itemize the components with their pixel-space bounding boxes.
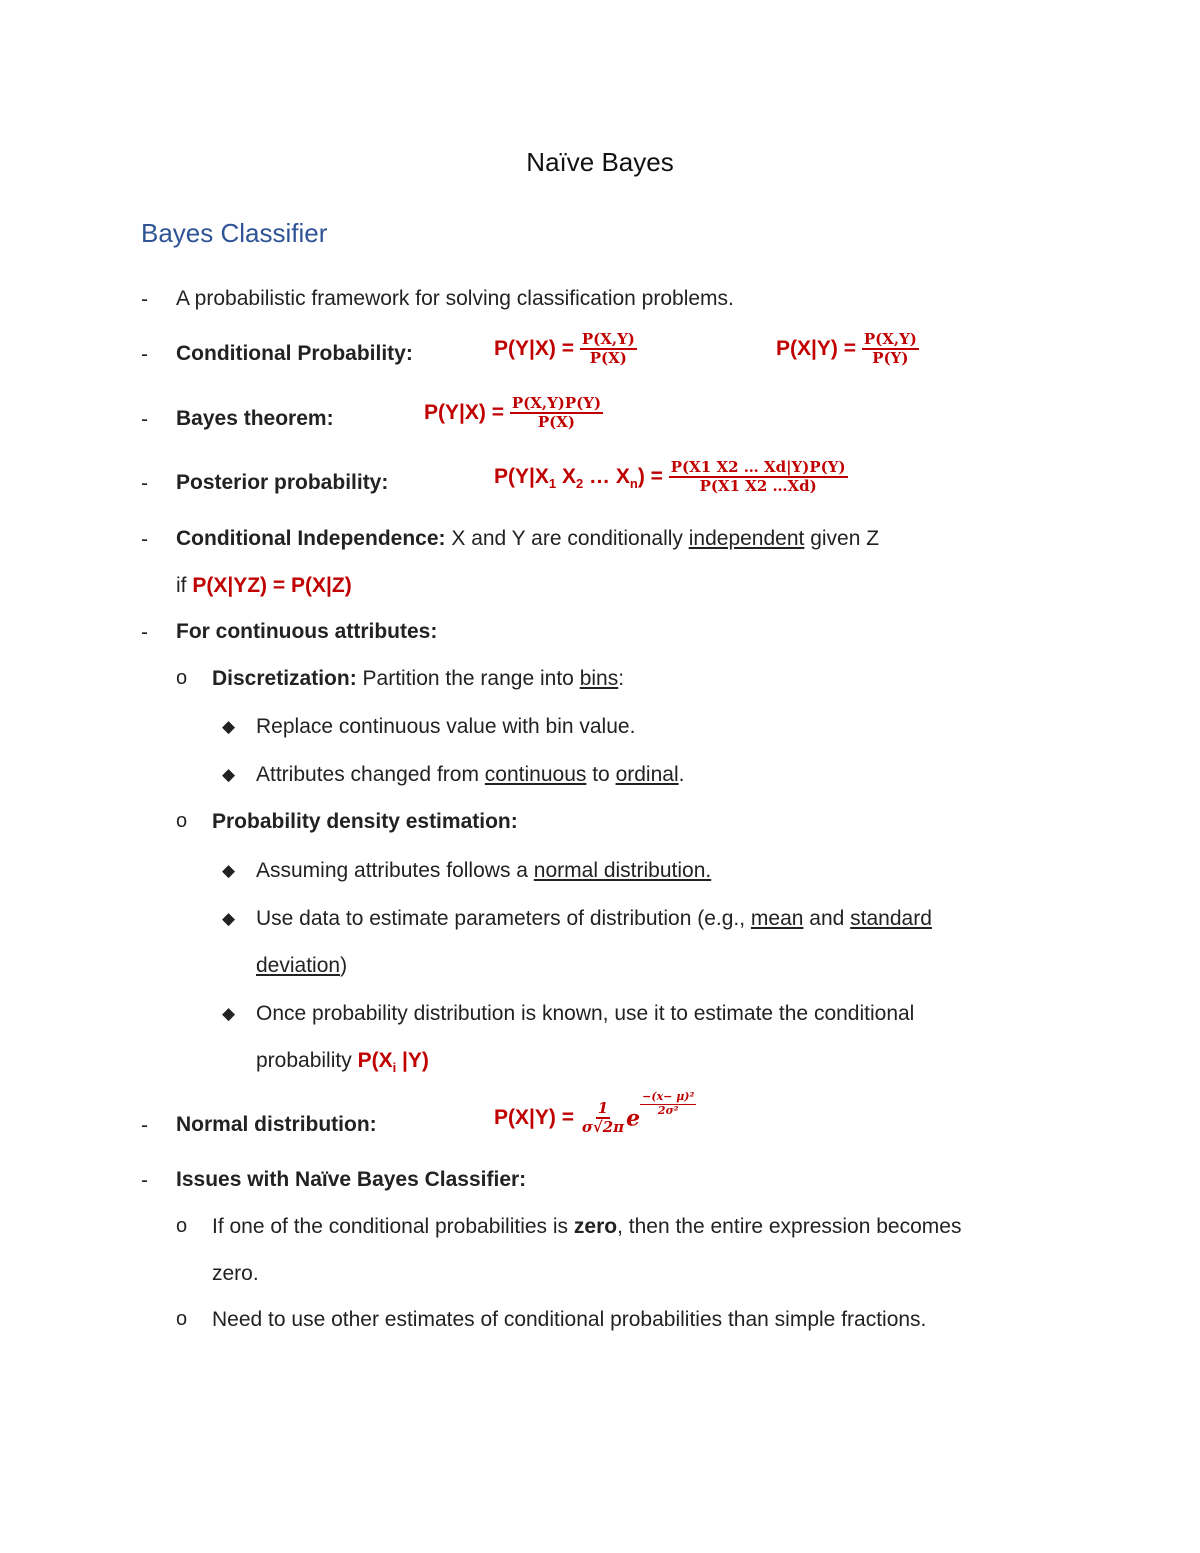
lhs-part: … X: [583, 464, 630, 488]
dash-bullet: -: [141, 621, 148, 644]
cond-prob-formula-2: [776, 331, 919, 368]
text: .: [678, 763, 685, 786]
text: X and Y are conditionally: [445, 527, 689, 550]
text: Assuming attributes follows a: [256, 859, 534, 882]
formula-lhs: P(Y|X) =: [494, 336, 574, 360]
underlined-text: mean: [750, 907, 804, 930]
diamond-bullet: ◆: [222, 717, 236, 736]
cond-prob-formula-1: [494, 331, 637, 368]
formula-part: |Y): [396, 1049, 429, 1072]
bayes-label: Bayes theorem:: [176, 407, 334, 430]
circle-bullet: o: [176, 1308, 188, 1330]
circle-bullet: o: [176, 1215, 188, 1237]
text: If one of the conditional probabilities is: [212, 1215, 574, 1238]
underlined-text: continuous: [484, 763, 587, 786]
dash-bullet: -: [141, 343, 148, 366]
fraction: [510, 395, 603, 432]
bayes-formula: [424, 395, 603, 432]
fraction-numerator: P(X1 X2 … Xd|Y)P(Y): [669, 459, 848, 478]
text: given Z: [804, 527, 880, 550]
fraction-numerator: P(X,Y): [580, 331, 637, 350]
underlined-text: normal distribution.: [533, 859, 712, 882]
fraction: [580, 1100, 626, 1137]
dash-bullet: -: [141, 528, 148, 551]
fraction-denominator: σ√2π: [581, 1118, 625, 1137]
text: ): [340, 954, 348, 977]
posterior-formula: [494, 459, 848, 496]
fraction-denominator: P(X1 X2 …Xd): [699, 477, 817, 496]
formula-lhs: P(Y|X) =: [424, 400, 504, 424]
density-item-3: Once probability distribution is known, use it to estimate the conditional: [256, 1002, 915, 1025]
density-item-2-cont: [256, 954, 347, 978]
text: to: [586, 763, 616, 786]
exponent-denominator: 2σ²: [657, 1103, 679, 1117]
normal-formula: [494, 1090, 696, 1137]
text: Partition the range into: [356, 667, 580, 690]
cond-indep-condition: [176, 574, 352, 598]
exp-base: e: [626, 1105, 641, 1132]
text: if: [176, 574, 193, 597]
diamond-bullet: ◆: [222, 1004, 236, 1023]
fraction: [862, 331, 919, 368]
diamond-bullet: ◆: [222, 861, 236, 880]
cond-prob-label: Conditional Probability:: [176, 342, 413, 365]
lhs-part: X: [556, 464, 576, 488]
discretization-line: [212, 667, 624, 691]
subscript: 1: [548, 475, 557, 491]
underlined-text: ordinal: [615, 763, 679, 786]
fraction-denominator: P(Y): [872, 349, 909, 368]
continuous-label: For continuous attributes:: [176, 620, 438, 643]
dash-bullet: -: [141, 408, 148, 431]
issues-item-1: [212, 1215, 961, 1239]
fraction: [669, 459, 848, 496]
density-item-2: [256, 907, 932, 931]
formula-lhs: P(X|Y) =: [494, 1105, 574, 1129]
discretization-item-2: [256, 763, 684, 787]
underlined-text: deviation: [256, 954, 341, 977]
dash-bullet: -: [141, 288, 148, 311]
section-heading: Bayes Classifier: [141, 218, 328, 248]
formula-part: P(X: [357, 1049, 393, 1072]
subscript: 2: [575, 475, 584, 491]
normal-label: Normal distribution:: [176, 1113, 377, 1136]
text: , then the entire expression becomes: [617, 1215, 962, 1238]
density-item-3-cont: [256, 1049, 429, 1075]
subscript: i: [392, 1060, 397, 1076]
diamond-bullet: ◆: [222, 765, 236, 784]
dash-bullet: -: [141, 1114, 148, 1137]
exponent-fraction: [640, 1091, 696, 1117]
lhs-part: P(Y|X: [494, 464, 549, 488]
underlined-text: bins: [579, 667, 619, 690]
intro-line: A probabilistic framework for solving classification problems.: [176, 287, 734, 310]
underlined-text: independent: [688, 527, 805, 550]
discretization-label: Discretization:: [212, 667, 357, 690]
formula: P(X|YZ) = P(X|Z): [192, 574, 352, 597]
fraction: [580, 331, 637, 368]
bold-text: zero: [573, 1215, 618, 1238]
discretization-item-1: Replace continuous value with bin value.: [256, 715, 636, 738]
text: and: [803, 907, 851, 930]
dash-bullet: -: [141, 472, 148, 495]
density-label: Probability density estimation:: [212, 810, 518, 833]
text: Use data to estimate parameters of distribution (e.g.,: [256, 907, 751, 930]
cond-indep-line: [176, 527, 879, 551]
diamond-bullet: ◆: [222, 909, 236, 928]
circle-bullet: o: [176, 810, 188, 832]
circle-bullet: o: [176, 667, 188, 689]
lhs-part: ) =: [637, 464, 663, 488]
formula: [357, 1049, 429, 1076]
page-title: Naïve Bayes: [526, 147, 674, 177]
exponent-numerator: −(x− μ)²: [642, 1090, 695, 1104]
subscript: n: [629, 475, 638, 491]
cond-indep-label: Conditional Independence:: [176, 527, 446, 550]
issues-item-2: Need to use other estimates of conditional probabilities than simple fractions.: [212, 1308, 927, 1331]
density-item-1: [256, 859, 711, 883]
dash-bullet: -: [141, 1169, 148, 1192]
issues-label: Issues with Naïve Bayes Classifier:: [176, 1168, 527, 1191]
formula-lhs: P(X|Y) =: [776, 336, 856, 360]
fraction-denominator: P(X): [537, 413, 575, 432]
fraction-denominator: P(X): [589, 349, 627, 368]
text: probability: [256, 1049, 358, 1072]
issues-item-1-cont: zero.: [212, 1262, 259, 1285]
text: Attributes changed from: [256, 763, 485, 786]
fraction-numerator: P(X,Y)P(Y): [510, 395, 603, 414]
posterior-label: Posterior probability:: [176, 471, 389, 494]
text: :: [618, 667, 625, 690]
formula-lhs: [494, 464, 663, 491]
fraction-numerator: 1: [596, 1100, 610, 1119]
fraction-numerator: P(X,Y): [862, 331, 919, 350]
underlined-text: standard: [850, 907, 932, 930]
